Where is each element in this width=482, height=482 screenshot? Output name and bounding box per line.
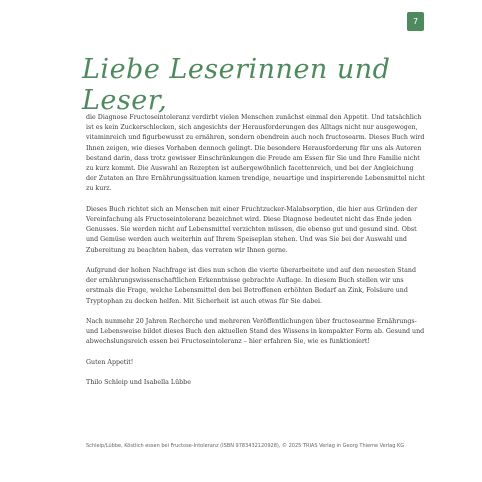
copyright-footer: Schleip/Lübbe, Köstlich essen bei Fructose-Intoleranz (ISBN 9783432120928), © 2025 TRIAS Verlag in Georg Thieme Verlag KG <box>86 443 405 449</box>
paragraph-4: Nach nunmehr 20 Jahren Recherche und mehreren Veröffentlichungen über fructosearme Ernährungs- und Lebensweise bildet dieses Buch den aktuellen Stand des Wissens in kompakter Form ab. Gesund und abwechslungsreich essen bei Fructoseintoleranz – hier erfahren Sie, wie es funktioniert! <box>86 318 425 346</box>
paragraph-2: Dieses Buch richtet sich an Menschen mit einer Fruchtzucker-Malabsorption, die hier aus Gründen der Vereinfachung als Fructoseintoleranz bezeichnet wird. Diese Diagnose bedeutet nicht das Ende jeden Genusses. Sie werden nicht auf Lebensmittel verzichten müssen, die ebenso gut und gesund sind. Obst und Gemüse werden auch weiterhin auf Ihrem Speiseplan stehen. Und was Sie bei der Auswahl und Zubereitung zu beachten haben, das verraten wir Ihnen gerne. <box>86 205 418 254</box>
page-number-badge: 7 <box>407 12 424 31</box>
paragraph-1: die Diagnose Fructoseintoleranz verdirbt vielen Menschen zunächst einmal den Appetit. Und tatsächlich ist es kein Zuckerschlecken, sich angesichts der Herausforderungen des Alltags nicht nur ausgewogen, vitaminreich und figurbewusst zu ernähren, sondern obendrein auch noch fructosearm. Dieses Buch wird Ihnen zeigen, wie dieses Vorhaben dennoch gelingt. Die besondere Herausforderung für uns als Autoren bestand darin, dass trotz gewisser Einschränkungen die Freude am Essen für Sie und Ihre Familie nicht zu kurz kommt. Die Auswahl an Rezepten ist außergewöhnlich facettenreich, und bei der Angleichung der Zutaten an Ihre Ernährungssituation kamen trendige, neuartige und inspirierende Lebensmittel nicht zu kurz. <box>86 114 425 193</box>
paragraph-3: Aufgrund der hohen Nachfrage ist dies nun schon die vierte überarbeitete und auf den neuesten Stand der ernährungswissenschaftlichen Erkenntnisse gebrachte Auflage. In diesem Buch stellen wir uns erstmals die Frage, welche Lebensmittel den bei Betroffenen erhöhten Bedarf an Zink, Folsäure und Tryptophan zu decken helfen. Mit Sicherheit ist auch etwas für Sie dabei. <box>86 267 416 305</box>
page-title: Liebe Leserinnen und Leser, <box>82 54 391 116</box>
letter-body <box>86 113 426 388</box>
greeting: Guten Appetit! <box>86 358 134 366</box>
signature: Thilo Schleip und Isabella Lübbe <box>86 379 191 387</box>
